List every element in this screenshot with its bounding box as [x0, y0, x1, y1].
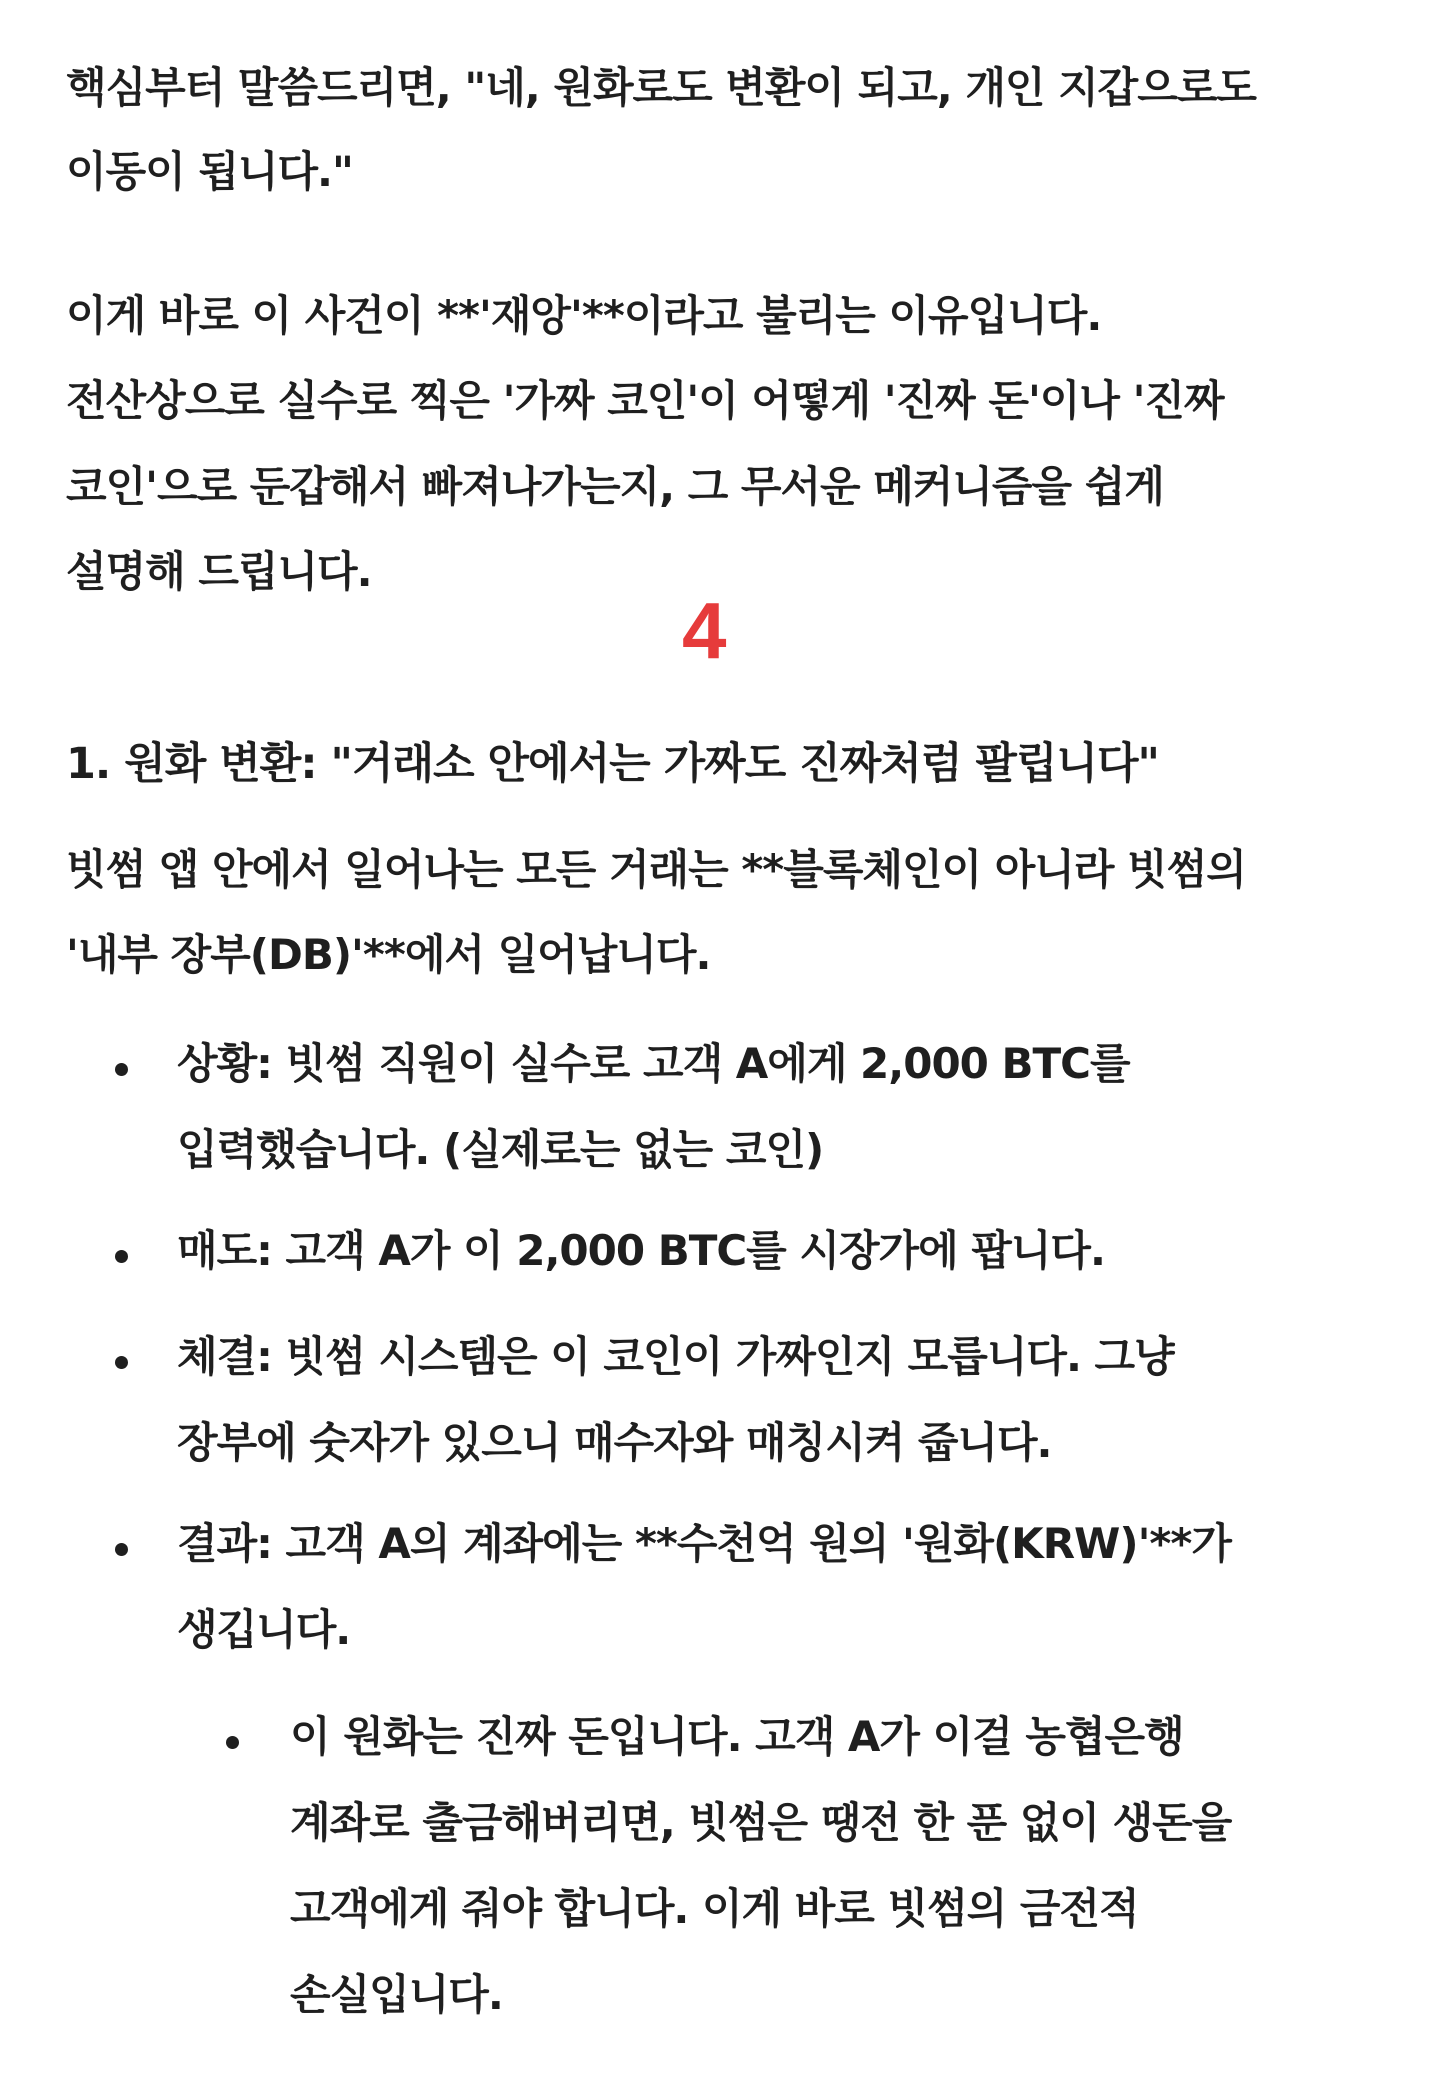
para2-line-4: 설명해 드립니다. — [66, 547, 372, 596]
intro-line-2: 이동이 됩니다." — [66, 147, 353, 196]
bullet-execution-line-2: 장부에 숫자가 있으니 매수자와 매칭시켜 줍니다. — [177, 1418, 1052, 1467]
bullet-situation-line-1: 상황: 빗썸 직원이 실수로 고객 A에게 2,000 BTC를 — [177, 1039, 1130, 1088]
bullet-situation-line-2: 입력했습니다. (실제로는 없는 코인) — [177, 1125, 824, 1174]
bullet-dot — [115, 1543, 128, 1556]
bullet-result-line-1: 결과: 고객 A의 계좌에는 **수천억 원의 '원화(KRW)'**가 — [177, 1519, 1231, 1568]
para2-line-3: 코인'으로 둔갑해서 빠져나가는지, 그 무서운 메커니즘을 쉽게 — [66, 462, 1164, 511]
para2-line-1: 이게 바로 이 사건이 **'재앙'**이라고 불리는 이유입니다. — [66, 291, 1102, 340]
section-desc-line-2: '내부 장부(DB)'**에서 일어납니다. — [66, 930, 711, 979]
page-marker-number: 4 — [682, 586, 727, 675]
sub-bullet-line-1: 이 원화는 진짜 돈입니다. 고객 A가 이걸 농협은행 — [290, 1712, 1184, 1761]
intro-line-1: 핵심부터 말씀드리면, "네, 원화로도 변환이 되고, 개인 지갑으로도 — [66, 63, 1256, 112]
section-desc-line-1: 빗썸 앱 안에서 일어나는 모든 거래는 **블록체인이 아니라 빗썸의 — [66, 845, 1246, 894]
sub-bullet-line-3: 고객에게 줘야 합니다. 이게 바로 빗썸의 금전적 — [290, 1884, 1139, 1933]
bullet-dot — [115, 1063, 128, 1076]
bullet-dot — [115, 1356, 128, 1369]
sub-bullet-line-4: 손실입니다. — [290, 1970, 503, 2019]
section-heading: 1. 원화 변환: "거래소 안에서는 가짜도 진짜처럼 팔립니다" — [66, 739, 1159, 789]
bullet-result-line-2: 생깁니다. — [177, 1605, 351, 1654]
sub-bullet-dot — [226, 1736, 239, 1749]
bullet-dot — [115, 1250, 128, 1263]
bullet-sell-line-1: 매도: 고객 A가 이 2,000 BTC를 시장가에 팝니다. — [177, 1226, 1105, 1275]
para2-line-2: 전산상으로 실수로 찍은 '가짜 코인'이 어떻게 '진짜 돈'이나 '진짜 — [66, 376, 1224, 425]
sub-bullet-line-2: 계좌로 출금해버리면, 빗썸은 땡전 한 푼 없이 생돈을 — [290, 1798, 1232, 1847]
bullet-execution-line-1: 체결: 빗썸 시스템은 이 코인이 가짜인지 모릅니다. 그냥 — [177, 1332, 1174, 1381]
